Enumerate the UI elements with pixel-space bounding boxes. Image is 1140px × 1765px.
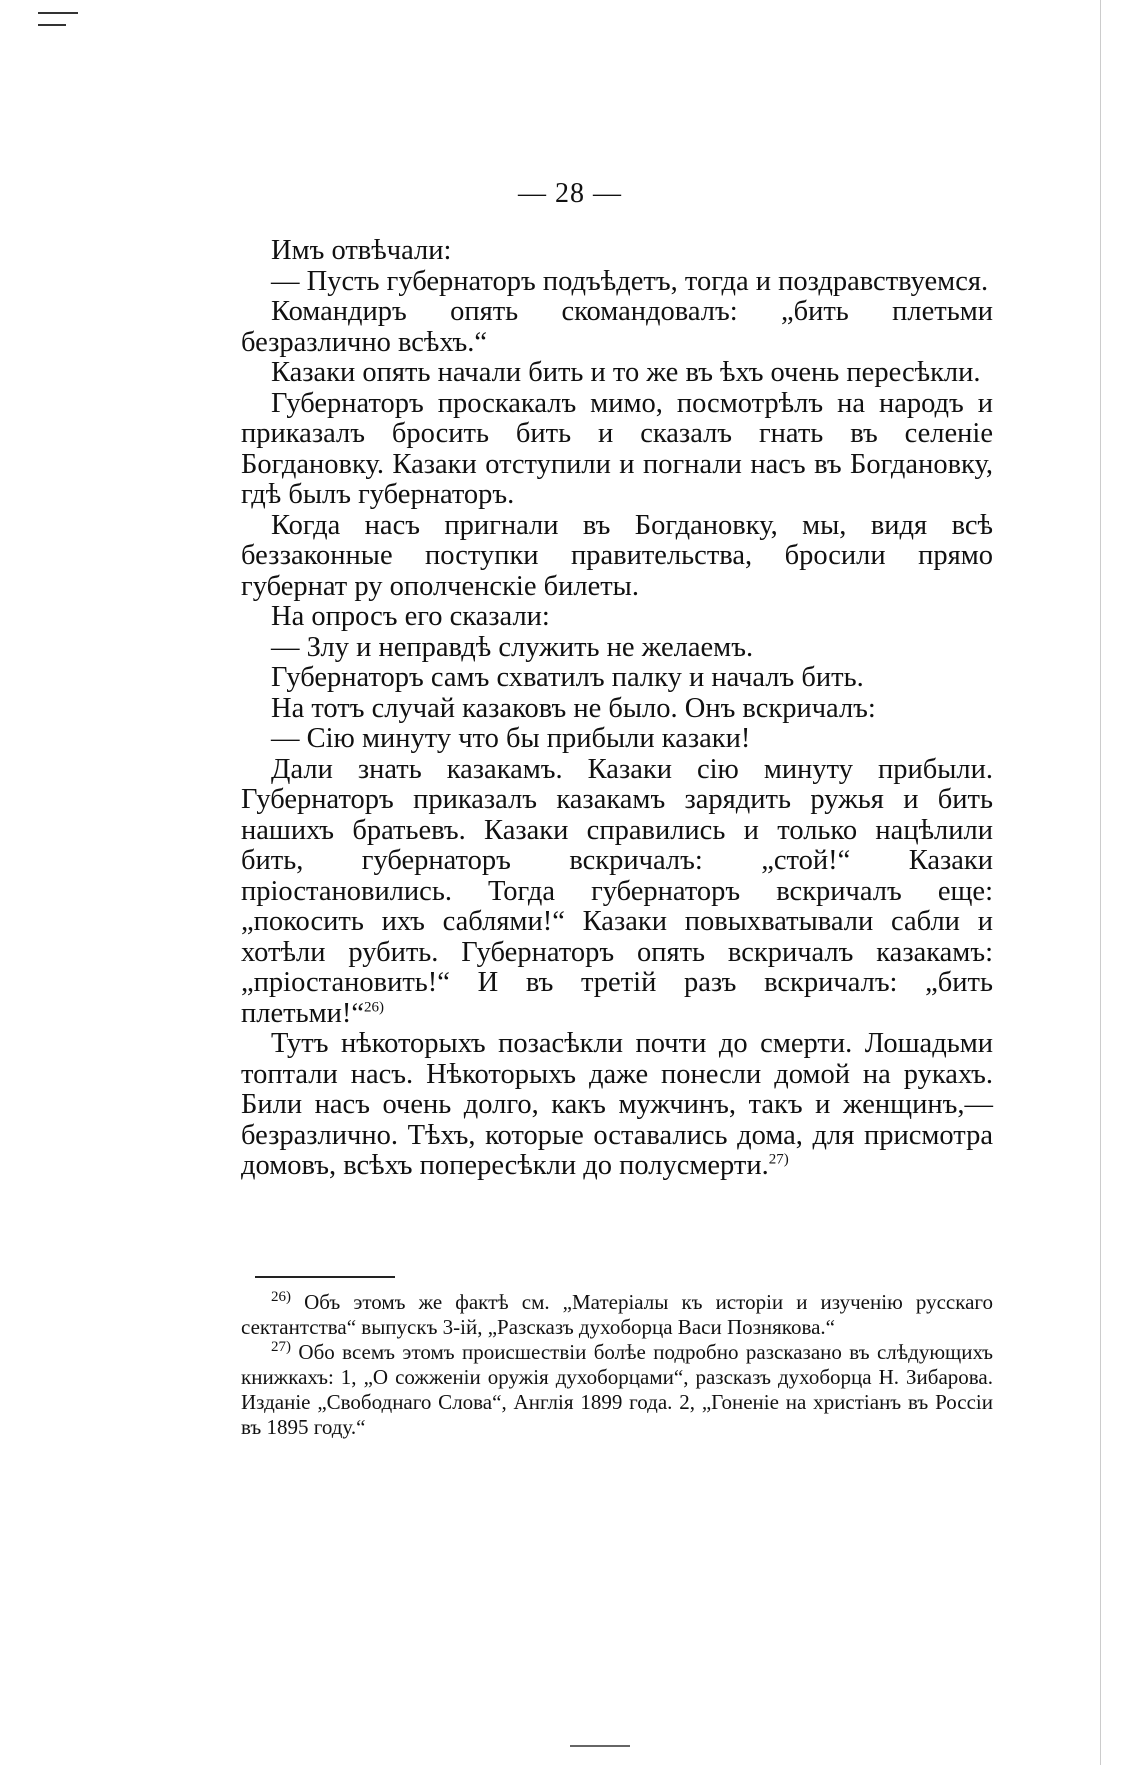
paragraph-text: Тутъ нѣкоторыхъ позасѣкли почти до смерти. Лошадьми топтали насъ. Нѣкоторыхъ даже понесли домой на рукахъ. Били насъ очень долго, какъ мужчинъ, такъ и женщинъ,—безразлично. Тѣхъ, которые оставались дома, для присмотра домовъ, всѣхъ попересѣкли до полусмерти. xyxy=(241,1028,993,1181)
footnote-text: Объ этомъ же фактѣ см. „Матеріалы къ исторіи и изученію русскаго сектантства“ выпускъ 3-ій, „Разсказъ духоборца Васи Познякова.“ xyxy=(241,1290,994,1339)
paragraph: — Пусть губернаторъ подъѣдетъ, тогда и поздравствуемся. xyxy=(271,265,989,297)
paragraph: — Сію минуту что бы прибыли казаки! xyxy=(271,723,751,754)
paragraph: На опросъ его сказали: xyxy=(271,601,550,632)
scan-mark-bottom xyxy=(570,1745,630,1747)
paragraph-text: Дали знать казакамъ. Казаки сію минуту прибыли. Губернаторъ приказалъ казакамъ зарядить ружья и бить нашихъ братьевъ. Казаки справились и только нацѣлили бить, губернаторъ вскричалъ: „стой!“ Казаки пріостановились. Тогда губернаторъ вскричалъ еще: „покосить ихъ саблями!“ Казаки повыхватывали сабли и хотѣли рубить. Губернаторъ опять вскричалъ казакамъ: „пріостановить!“ И въ третій разъ вскричалъ: „бить плетьми!“ xyxy=(241,753,993,1029)
body-text xyxy=(241,236,993,1182)
footnote-text: Обо всемъ этомъ происшествіи болѣе подробно разсказано въ слѣдующихъ книжкахъ: 1, „О сожженіи оружія духоборцами“, разсказъ духоборца Н. Зибарова. Изданіе „Свободнаго Слова“, Англія 1899 года. 2, „Гоненіе на христіанъ въ Россіи въ 1895 году.“ xyxy=(241,1340,994,1439)
paragraph: Командиръ опять скомандовалъ: „бить плетьми безразлично всѣхъ.“ xyxy=(241,296,993,358)
footnote-mark: 26) xyxy=(271,1289,291,1305)
paragraph: Имъ отвѣчали: xyxy=(271,235,452,266)
footnote xyxy=(241,1340,993,1440)
footnotes xyxy=(241,1290,993,1440)
paragraph: Казаки опять начали бить и то же въ ѣхъ очень пересѣкли. xyxy=(271,357,981,388)
paragraph: Губернаторъ самъ схватилъ палку и началъ бить. xyxy=(271,662,864,693)
scan-mark-top-left xyxy=(38,12,78,14)
paragraph-with-footnote xyxy=(241,755,993,1030)
scan-mark-right-edge xyxy=(1100,0,1101,1765)
scan-mark-top-left-2 xyxy=(38,24,66,26)
footnote xyxy=(241,1290,993,1340)
paragraph: На тотъ случай казаковъ не было. Онъ вскричалъ: xyxy=(271,692,876,724)
paragraph-with-footnote xyxy=(241,1029,993,1182)
paragraph: Губернаторъ проскакалъ мимо, посмотрѣлъ на народъ и приказалъ бросить бить и сказалъ гнать въ селеніе Богдановку. Казаки отступили и погнали насъ въ Богдановку, гдѣ былъ губернаторъ. xyxy=(241,387,993,510)
page-number: — 28 — xyxy=(518,178,622,209)
footnote-ref-26: 26) xyxy=(364,999,385,1015)
footnote-divider xyxy=(255,1276,395,1278)
paragraph: Когда насъ пригнали въ Богдановку, мы, видя всѣ беззаконные поступки правительства, бросили прямо губернат ру ополченскіе билеты. xyxy=(241,509,993,602)
footnote-mark: 27) xyxy=(271,1339,291,1355)
footnote-ref-27: 27) xyxy=(768,1151,789,1168)
paragraph: — Злу и неправдѣ служить не желаемъ. xyxy=(271,631,754,663)
